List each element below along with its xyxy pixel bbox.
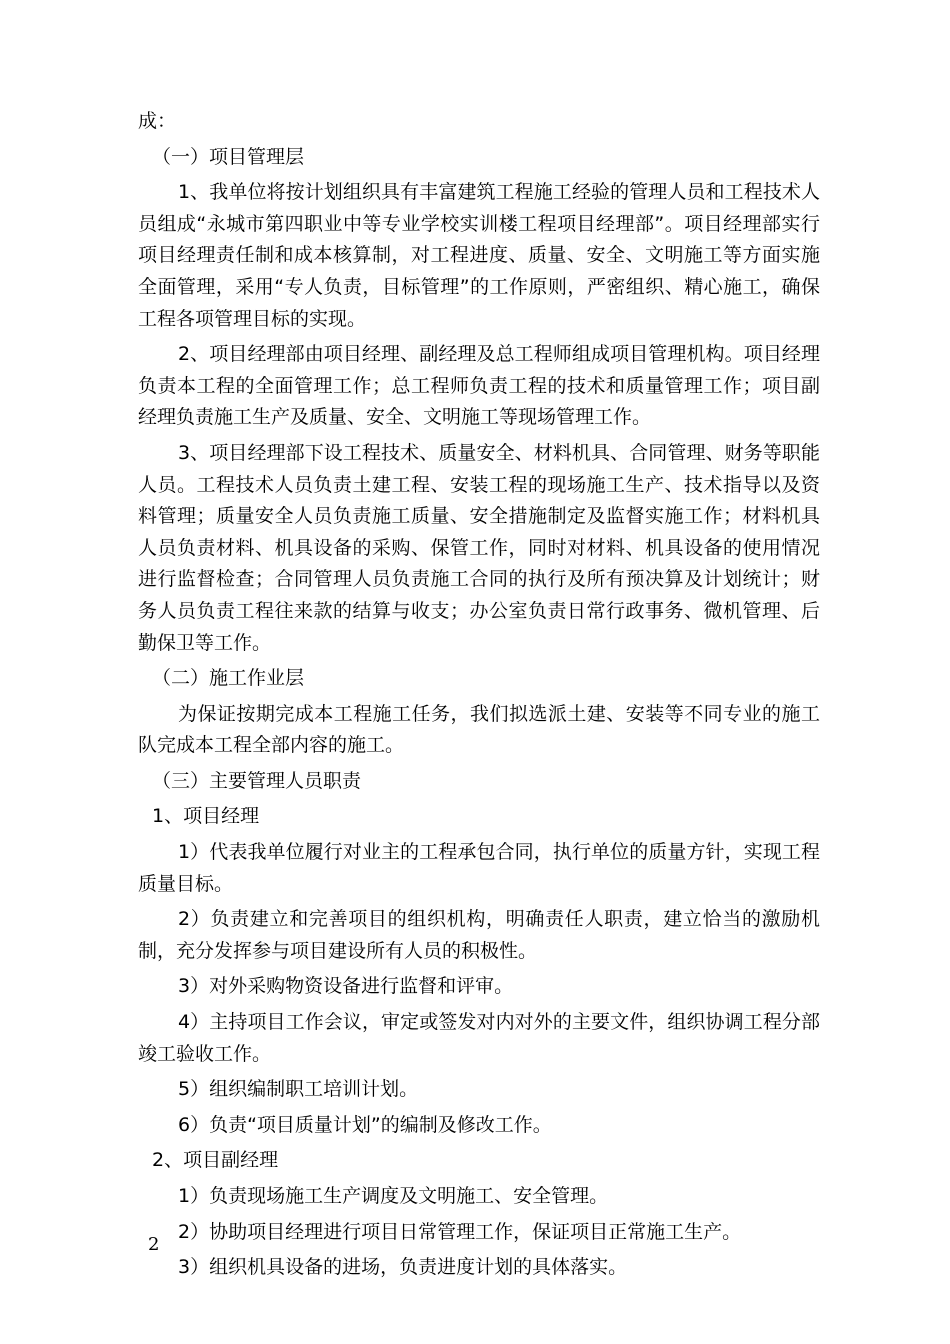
paragraph-continuation: 成： — [138, 110, 177, 132]
duty-item: 1）代表我单位履行对业主的工程承包合同，执行单位的质量方针，实现工程质量目标。 — [138, 841, 820, 895]
duty-item: 2）负责建立和完善项目的组织机构，明确责任人职责，建立恰当的激励机制，充分发挥参与项目建设所有人员的积极性。 — [138, 908, 820, 962]
duty-item: 2）协助项目经理进行项目日常管理工作，保证项目正常施工生产。 — [178, 1220, 742, 1243]
duty-item: 5）组织编制职工培训计划。 — [178, 1078, 419, 1101]
subheading-deputy-manager: 2、项目副经理 — [152, 1149, 279, 1172]
duty-item: 1）负责现场施工生产调度及文明施工、安全管理。 — [178, 1185, 609, 1207]
paragraph-work-layer: 为保证按期完成本工程施工任务，我们拟选派土建、安装等不同专业的施工队完成本工程全部内容的施工。 — [138, 702, 820, 757]
section-heading-work-layer: （二）施工作业层 — [152, 667, 305, 690]
section-heading-duties: （三）主要管理人员职责 — [152, 769, 362, 792]
duty-item: 4）主持项目工作会议，审定或签发对内对外的主要文件，组织协调工程分部竣工验收工作。 — [138, 1011, 820, 1065]
duty-item: 6）负责“项目质量计划”的编制及修改工作。 — [178, 1113, 552, 1136]
duty-item: 3）组织机具设备的进场，负责进度计划的具体落实。 — [178, 1256, 628, 1279]
paragraph-item-1: 1、我单位将按计划组织具有丰富建筑工程施工经验的管理人员和工程技术人员组成“永城市第四职业中等专业学校实训楼工程项目经理部”。项目经理部实行项目经理责任制和成本核算制，对工程进度、质量、安全、文明施工等方面实施全面管理，采用“专人负责，目标管理”的工作原则，严密组织、精心施工，确保工程各项管理目标的实现。 — [138, 181, 820, 330]
document-body — [138, 106, 820, 1284]
page-number: 2 — [148, 1234, 160, 1255]
paragraph-item-3: 3、项目经理部下设工程技术、质量安全、材料机具、合同管理、财务等职能人员。工程技术人员负责土建工程、安装工程的现场施工生产、技术指导以及资料管理；质量安全人员负责施工质量、安全措施制定及监督实施工作；材料机具人员负责材料、机具设备的采购、保管工作，同时对材料、机具设备的使用情况进行监督检查；合同管理人员负责施工合同的执行及所有预决算及计划统计；财务人员负责工程往来款的结算与收支；办公室负责日常行政事务、微机管理、后勤保卫等工作。 — [138, 441, 820, 654]
paragraph-item-2: 2、项目经理部由项目经理、副经理及总工程师组成项目管理机构。项目经理负责本工程的全面管理工作；总工程师负责工程的技术和质量管理工作；项目副经理负责施工生产及质量、安全、文明施工等现场管理工作。 — [138, 343, 820, 429]
section-heading-management-layer: （一）项目管理层 — [152, 145, 305, 168]
duty-item: 3）对外采购物资设备进行监督和评审。 — [178, 975, 514, 998]
subheading-project-manager: 1、项目经理 — [152, 805, 260, 828]
